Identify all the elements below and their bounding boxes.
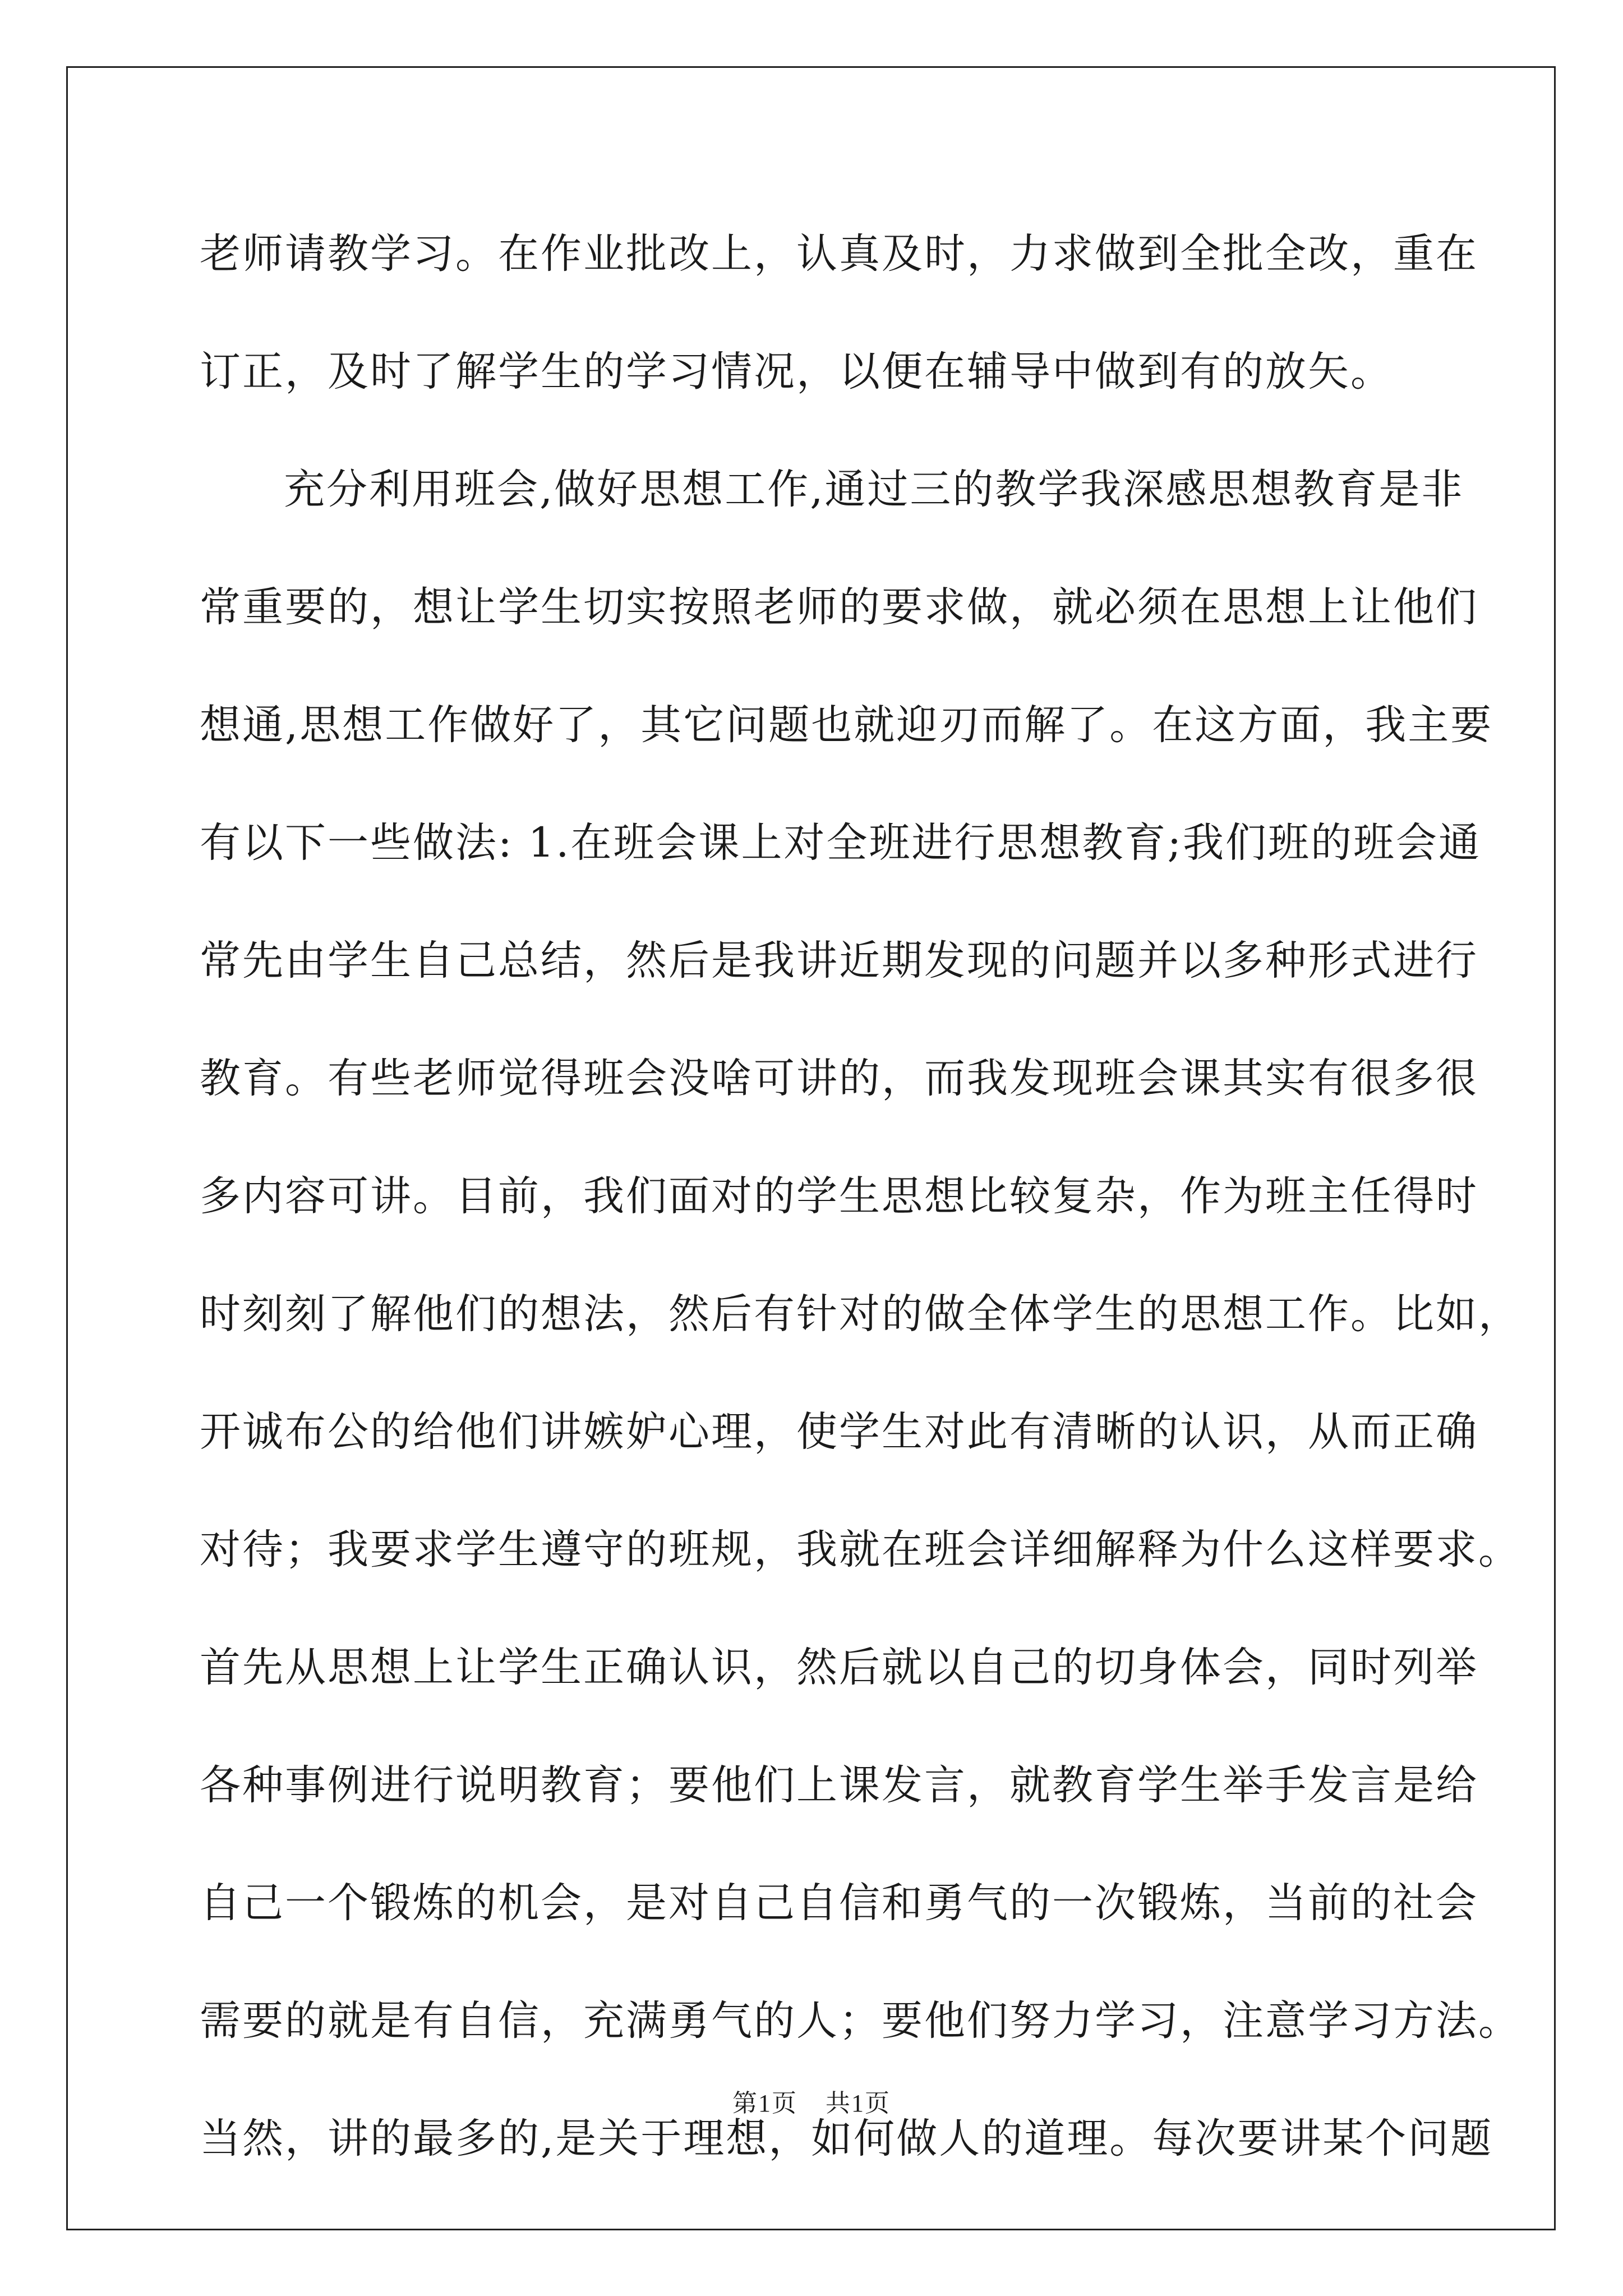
text-line: 开诚布公的给他们讲嫉妒心理，使学生对此有清晰的认识，从而正确 bbox=[200, 1408, 1478, 1456]
text-line: 充分利用班会,做好思想工作,通过三的教学我深感思想教育是非 bbox=[284, 466, 1464, 513]
text-line: 对待；我要求学生遵守的班规，我就在班会详细解释为什么这样要求。 bbox=[200, 1526, 1521, 1573]
text-line: 教育。有些老师觉得班会没啥可讲的，而我发现班会课其实有很多很 bbox=[200, 1055, 1478, 1102]
text-line: 想通,思想工作做好了，其它问题也就迎刃而解了。在这方面，我主要 bbox=[200, 701, 1493, 749]
page-number-total: 共1页 bbox=[826, 2090, 891, 2117]
text-line: 当然，讲的最多的,是关于理想，如何做人的道理。每次要讲某个问题 bbox=[200, 2115, 1493, 2162]
text-line: 多内容可讲。目前，我们面对的学生思想比较复杂，作为班主任得时 bbox=[200, 1172, 1478, 1220]
page-footer bbox=[0, 2087, 1623, 2120]
text-line: 时刻刻了解他们的想法，然后有针对的做全体学生的思想工作。比如， bbox=[200, 1290, 1521, 1338]
text-line: 常重要的，想让学生切实按照老师的要求做，就必须在思想上让他们 bbox=[200, 583, 1478, 631]
text-line: 有以下一些做法: 1.在班会课上对全班进行思想教育;我们班的班会通 bbox=[200, 819, 1482, 867]
text-line: 各种事例进行说明教育；要他们上课发言，就教育学生举手发言是给 bbox=[200, 1761, 1478, 1809]
page-number-current: 第1页 bbox=[732, 2090, 797, 2117]
text-line: 老师请教学习。在作业批改上，认真及时，力求做到全批全改，重在 bbox=[200, 230, 1478, 278]
document-body bbox=[200, 195, 1521, 2198]
text-line: 常先由学生自己总结，然后是我讲近期发现的问题并以多种形式进行 bbox=[200, 937, 1478, 984]
text-line: 需要的就是有自信，充满勇气的人；要他们努力学习，注意学习方法。 bbox=[200, 1997, 1521, 2045]
text-line: 订正，及时了解学生的学习情况，以便在辅导中做到有的放矢。 bbox=[200, 348, 1393, 395]
text-line: 首先从思想上让学生正确认识，然后就以自己的切身体会，同时列举 bbox=[200, 1644, 1478, 1691]
text-line: 自己一个锻炼的机会，是对自己自信和勇气的一次锻炼，当前的社会 bbox=[200, 1879, 1478, 1927]
